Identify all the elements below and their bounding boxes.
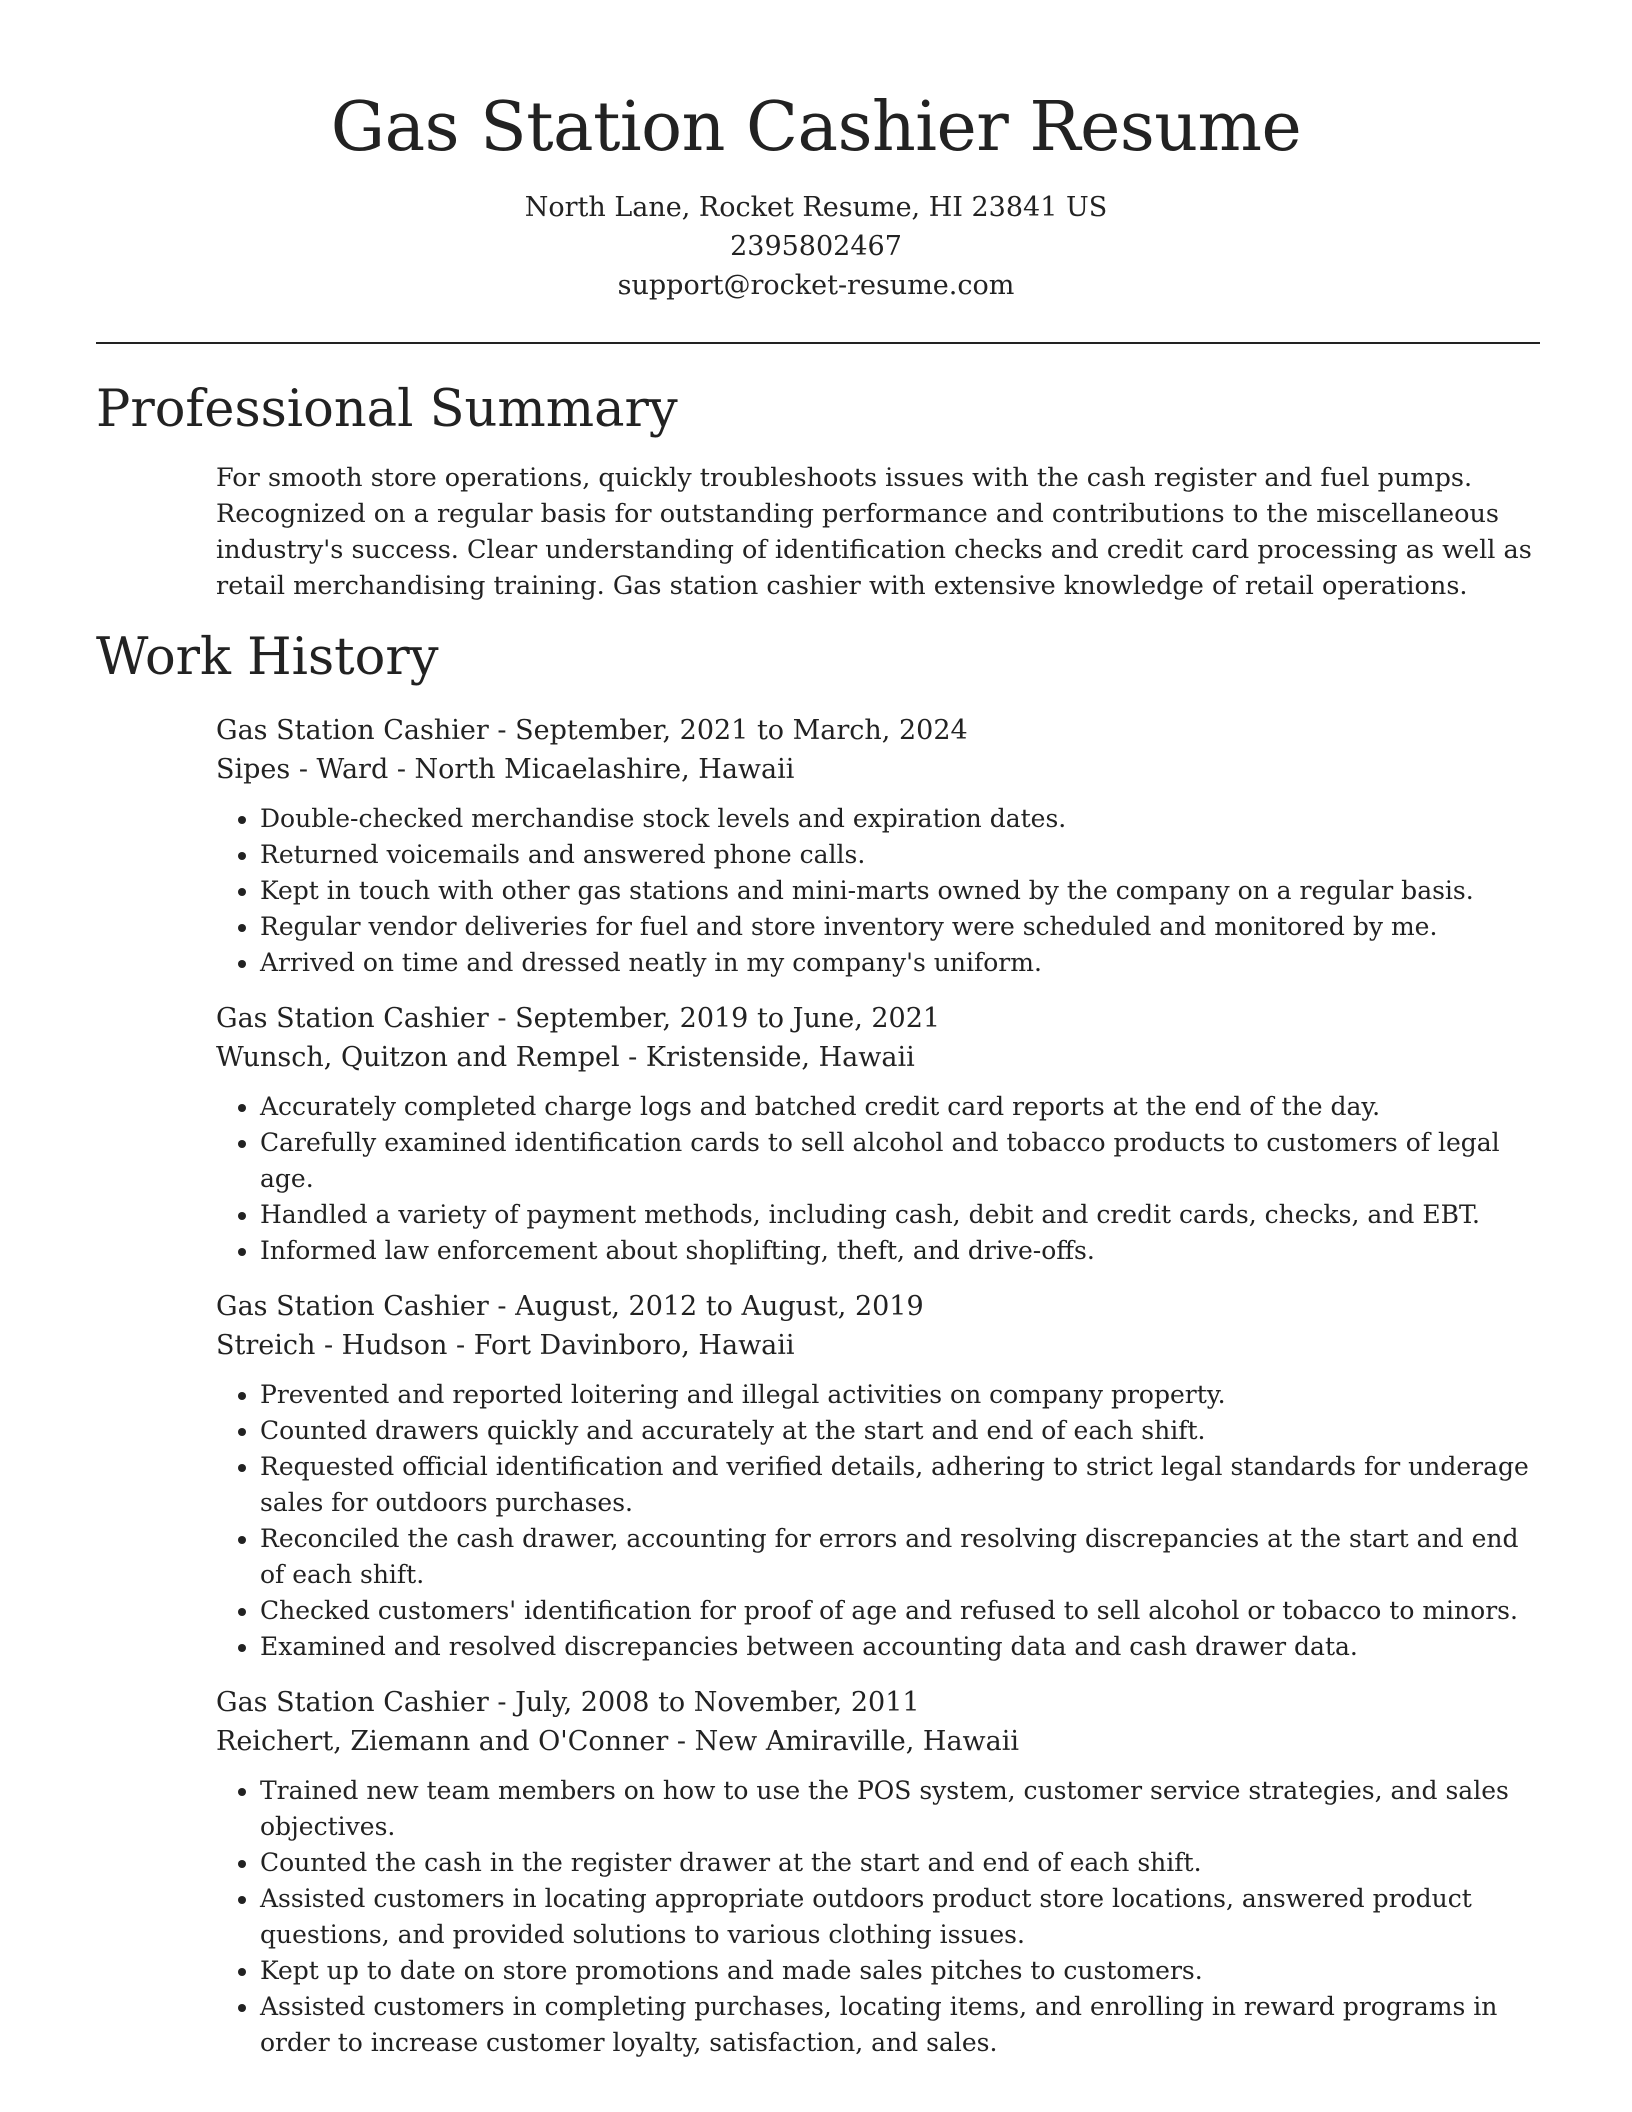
job-title: Gas Station Cashier xyxy=(216,1687,489,1718)
job-title-line xyxy=(216,999,1540,1038)
job-separator: - xyxy=(488,715,516,746)
job-company-line xyxy=(216,1038,1540,1077)
job-company: Reichert, Ziemann and O'Conner xyxy=(216,1726,669,1757)
job-duties xyxy=(216,801,1540,981)
duty-item: • Kept in touch with other gas stations and mini-marts owned by the company on a regular basis. xyxy=(260,873,1540,909)
duty-item: • Returned voicemails and answered phone calls. xyxy=(260,837,1540,873)
contact-phone: 2395802467 xyxy=(730,231,902,262)
duty-item: • Prevented and reported loitering and illegal activities on company property. xyxy=(260,1377,1540,1413)
job-location: North Micaelashire, Hawaii xyxy=(414,754,795,785)
duty-item: • Examined and resolved discrepancies between accounting data and cash drawer data. xyxy=(260,1629,1540,1665)
job-duties xyxy=(216,1377,1540,1665)
job-dates: September, 2019 to June, 2021 xyxy=(515,1003,941,1034)
job-company: Wunsch, Quitzon and Rempel xyxy=(216,1042,620,1073)
job-separator: - xyxy=(388,754,415,785)
job-title: Gas Station Cashier xyxy=(216,1003,489,1034)
job-entry xyxy=(216,1683,1540,2061)
duty-item: • Informed law enforcement about shoplifting, theft, and drive-offs. xyxy=(260,1233,1540,1269)
job-title-line xyxy=(216,711,1540,750)
header-divider xyxy=(96,342,1540,344)
job-dates: August, 2012 to August, 2019 xyxy=(515,1291,924,1322)
job-title-line xyxy=(216,1683,1540,1722)
duty-item: • Double-checked merchandise stock levels and expiration dates. xyxy=(260,801,1540,837)
duty-item: • Counted drawers quickly and accurately at the start and end of each shift. xyxy=(260,1413,1540,1449)
job-location: Fort Davinboro, Hawaii xyxy=(473,1330,795,1361)
job-separator: - xyxy=(619,1042,646,1073)
work-history-list xyxy=(216,711,1540,2079)
work-history-heading: Work History xyxy=(96,628,439,687)
duty-item: • Checked customers' identification for proof of age and refused to sell alcohol or tobacco to minors. xyxy=(260,1593,1540,1629)
duty-item: • Handled a variety of payment methods, including cash, debit and credit cards, checks, and EBT. xyxy=(260,1197,1540,1233)
job-company: Sipes - Ward xyxy=(216,754,389,785)
job-entry xyxy=(216,711,1540,981)
job-title: Gas Station Cashier xyxy=(216,715,489,746)
duty-item: • Accurately completed charge logs and batched credit card reports at the end of the day. xyxy=(260,1089,1540,1125)
duty-item: • Counted the cash in the register drawer at the start and end of each shift. xyxy=(260,1845,1540,1881)
job-company: Streich - Hudson xyxy=(216,1330,448,1361)
job-entry xyxy=(216,1287,1540,1665)
duty-item: • Carefully examined identification cards to sell alcohol and tobacco products to customers of legal age. xyxy=(260,1125,1540,1197)
job-title-line xyxy=(216,1287,1540,1326)
job-separator: - xyxy=(488,1003,516,1034)
job-duties xyxy=(216,1773,1540,2061)
resume-header xyxy=(0,0,1632,305)
job-company-line xyxy=(216,1722,1540,1761)
job-dates: September, 2021 to March, 2024 xyxy=(515,715,968,746)
duty-item: • Kept up to date on store promotions and made sales pitches to customers. xyxy=(260,1953,1540,1989)
duty-item: • Regular vendor deliveries for fuel and store inventory were scheduled and monitored by me. xyxy=(260,909,1540,945)
duty-item: • Assisted customers in completing purchases, locating items, and enrolling in reward programs in order to increase customer loyalty, satisfaction, and sales. xyxy=(260,1989,1540,2061)
duty-item: • Requested official identification and verified details, adhering to strict legal standards for underage sales for outdoors purchases. xyxy=(260,1449,1540,1521)
job-duties xyxy=(216,1089,1540,1269)
contact-email: support@rocket-resume.com xyxy=(617,270,1015,301)
job-title: Gas Station Cashier xyxy=(216,1291,489,1322)
job-location: Kristenside, Hawaii xyxy=(645,1042,915,1073)
duty-item: • Reconciled the cash drawer, accounting for errors and resolving discrepancies at the start and end of each shift. xyxy=(260,1521,1540,1593)
job-separator: - xyxy=(488,1687,516,1718)
job-separator: - xyxy=(488,1291,516,1322)
duty-item: • Assisted customers in locating appropriate outdoors product store locations, answered product questions, and provided solutions to various clothing issues. xyxy=(260,1881,1540,1953)
contact-address: North Lane, Rocket Resume, HI 23841 US xyxy=(524,192,1108,223)
job-separator: - xyxy=(668,1726,695,1757)
resume-title: Gas Station Cashier Resume xyxy=(330,88,1302,167)
contact-block xyxy=(0,188,1632,305)
duty-item: • Trained new team members on how to use the POS system, customer service strategies, and sales objectives. xyxy=(260,1773,1540,1845)
job-entry xyxy=(216,999,1540,1269)
job-company-line xyxy=(216,750,1540,789)
job-dates: July, 2008 to November, 2011 xyxy=(515,1687,920,1718)
summary-text: For smooth store operations, quickly troubleshoots issues with the cash register and fuel pumps. Recognized on a regular basis for outstanding performance and contributions to the miscellaneous industry's success. Clear understanding of identification checks and credit card processing as well as retail merchandising training. Gas station cashier with extensive knowledge of retail operations. xyxy=(216,463,1532,601)
job-location: New Amiraville, Hawaii xyxy=(694,1726,1020,1757)
job-company-line xyxy=(216,1326,1540,1365)
duty-item: • Arrived on time and dressed neatly in my company's uniform. xyxy=(260,945,1540,981)
job-separator: - xyxy=(447,1330,474,1361)
summary-heading: Professional Summary xyxy=(96,380,678,439)
